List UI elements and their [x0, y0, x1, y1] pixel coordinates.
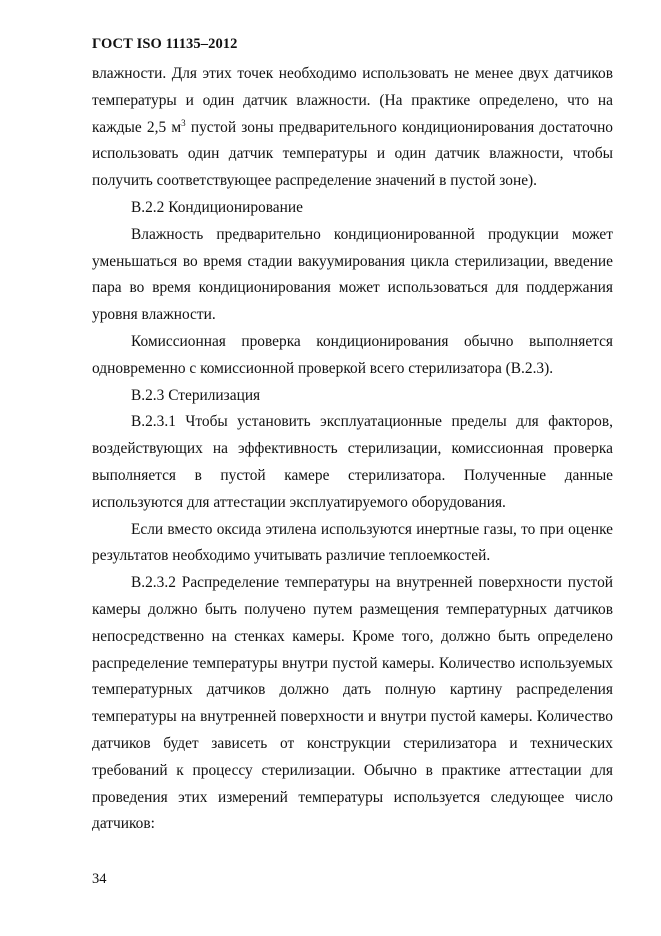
paragraph-b22-commissioning: Комиссионная проверка кондиционирования обычно выполняется одновременно с комиссионной проверкой всего стерилизатора (В.2.3).	[92, 332, 613, 377]
paragraph-continued: влажности. Для этих точек необходимо использовать не менее двух датчиков температуры и один датчик влажности. (На практике определено, что на каждые 2,5 $м^3$ пустой зоны предварительного кондиционирования достаточно использовать один датчик температуры и один датчик влажности, чтобы получить соответствующее распределение значений в пустой зоне).	[92, 65, 614, 190]
paragraph-inert-gases: Если вместо оксида этилена используются инертные газы, то при оценке результатов необходимо учитывать различие теплоемкостей.	[92, 520, 613, 565]
paragraph-b231: В.2.3.1 Чтобы установить эксплуатационные пределы для факторов, воздействующих на эффективность стерилизации, комиссионная проверка выполняется в пустой камере стерилизатора. Полученные данные используются для аттестации эксплуатируемого оборудования.	[92, 413, 613, 511]
superscript-cubed: 3	[181, 117, 186, 128]
section-heading-b22: В.2.2 Кондиционирование	[131, 198, 303, 216]
document-body	[92, 61, 613, 838]
document-header: ГОСТ ISO 11135–2012	[92, 36, 238, 52]
paragraph-b22-humidity: Влажность предварительно кондиционированной продукции может уменьшаться во время стадии вакуумирования цикла стерилизации, введение пара во время кондиционирования может использоваться для поддержания уровня влажности.	[92, 225, 613, 324]
page-number: 34	[92, 871, 107, 887]
paragraph-b232: В.2.3.2 Распределение температуры на внутренней поверхности пустой камеры должно быть получено путем размещения температурных датчиков непосредственно на стенках камеры. Кроме того, должно быть определено распределение температуры внутри пустой камеры. Количество используемых температурных датчиков должно дать полную картину распределения температуры на внутренней поверхности и внутри пустой камеры. Количество датчиков будет зависеть от конструкции стерилизатора и технических требований к процессу стерилизации. Обычно в практике аттестации для проведения этих измерений температуры используется следующее число датчиков:	[92, 574, 613, 833]
section-heading-b23: В.2.3 Стерилизация	[131, 386, 261, 404]
